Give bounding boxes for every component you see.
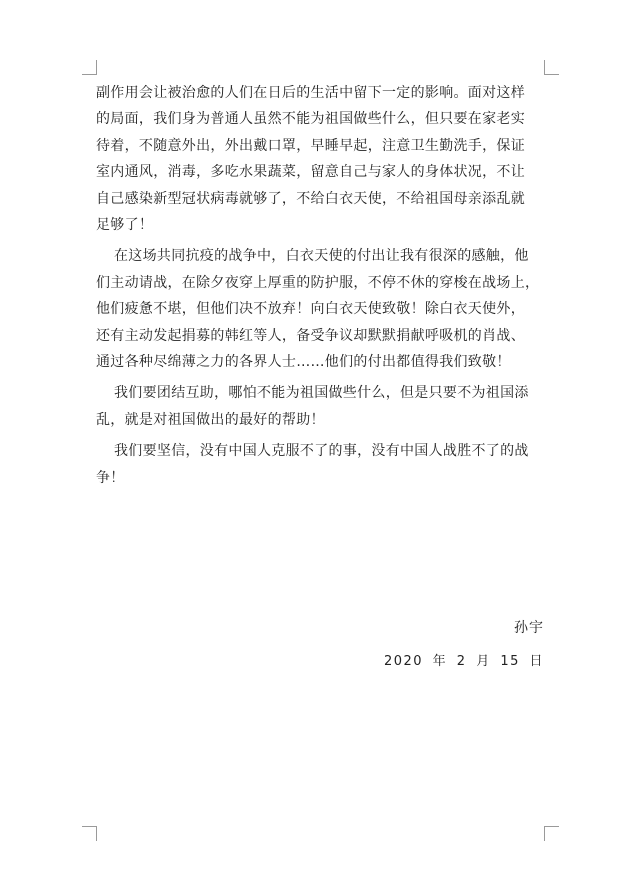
paragraph-4 [96, 438, 546, 491]
paragraph-line: 室内通风，消毒，多吃水果蔬菜，留意自己与家人的身体状况，不让 [96, 164, 525, 181]
crop-mark-top-right [544, 60, 559, 75]
paragraph-line: 自己感染新型冠状病毒就够了，不给白衣天使，不给祖国母亲添乱就 [96, 190, 525, 207]
paragraph-line: 我们要团结互助，哪怕不能为祖国做些什么，但是只要不为祖国添 [114, 385, 529, 402]
paragraph-line: 争！ [96, 469, 125, 486]
paragraph-line: 他们疲惫不堪，但他们决不放弃！向白衣天使致敬！除白衣天使外， [96, 301, 525, 318]
crop-mark-top-left [82, 60, 97, 75]
paragraph-2 [96, 243, 546, 375]
paragraph-3 [96, 380, 546, 433]
paragraph-line: 乱，就是对祖国做出的最好的帮助！ [96, 411, 325, 428]
crop-mark-bottom-left [82, 826, 97, 841]
date: 2020 年 2 月 15 日 [383, 654, 544, 669]
paragraph-1 [96, 80, 546, 238]
paragraph-line: 我们要坚信，没有中国人克服不了的事，没有中国人战胜不了的战 [114, 443, 529, 460]
paragraph-line: 在这场共同抗疫的战争中，白衣天使的付出让我有很深的感触，他 [114, 248, 529, 265]
paragraph-line: 通过各种尽绵薄之力的各界人士……他们的付出都值得我们致敬！ [96, 354, 511, 371]
paragraph-line: 的局面，我们身为普通人虽然不能为祖国做些什么，但只要在家老实 [96, 111, 525, 128]
document-body [96, 80, 546, 491]
paragraph-line: 待着，不随意外出，外出戴口罩，早睡早起，注意卫生勤洗手，保证 [96, 137, 525, 154]
paragraph-line: 足够了！ [96, 217, 154, 234]
signature: 孙宇 [514, 620, 544, 636]
paragraph-line: 还有主动发起捐募的韩红等人，备受争议却默默捐献呼吸机的肖战、 [96, 327, 525, 344]
paragraph-line: 副作用会让被治愈的人们在日后的生活中留下一定的影响。面对这样 [96, 85, 525, 101]
crop-mark-bottom-right [544, 826, 559, 841]
paragraph-line: 们主动请战，在除夕夜穿上厚重的防护服，不停不休的穿梭在战场上， [96, 274, 540, 291]
